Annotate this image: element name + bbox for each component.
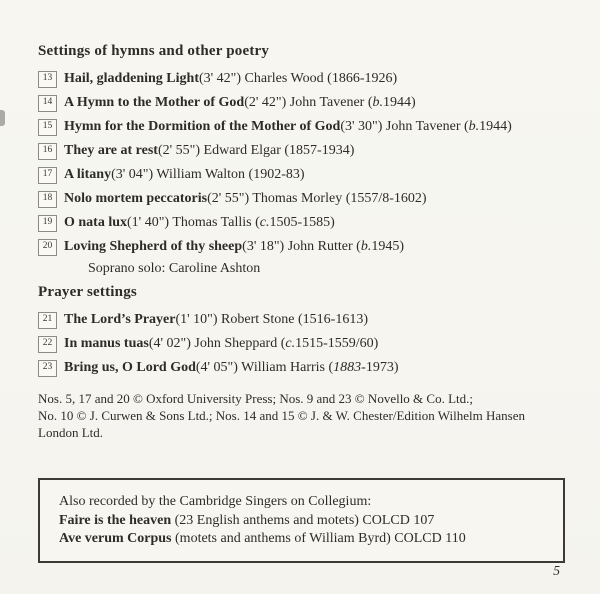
- related-recordings-box: [38, 478, 565, 563]
- page-number: 5: [553, 563, 560, 578]
- track-number-badge: 16: [38, 143, 57, 160]
- track-detail: 1945): [371, 239, 404, 254]
- track-detail: (4' 05") William Harris (: [195, 360, 334, 375]
- track-detail: 1944): [479, 119, 512, 134]
- track-title: Bring us, O Lord God: [64, 360, 196, 375]
- track-number-badge: 14: [38, 95, 57, 112]
- track-detail: 1505-1585): [269, 215, 335, 230]
- track-title: Loving Shepherd of thy sheep: [64, 239, 243, 254]
- track-detail: (1' 10") Robert Stone (1516-1613): [175, 312, 369, 327]
- track-title: Nolo mortem peccatoris: [64, 191, 208, 206]
- track-number-badge: 13: [38, 71, 57, 88]
- track-row: [38, 332, 570, 356]
- track-row: [38, 308, 570, 332]
- track-title: The Lord’s Prayer: [64, 312, 176, 327]
- track-detail-italic: c.: [285, 336, 296, 351]
- track-title: Hymn for the Dormition of the Mother of God: [64, 119, 341, 134]
- track-row: [38, 163, 570, 187]
- track-detail: 1515-1559/60): [295, 336, 379, 351]
- track-row: [38, 211, 570, 235]
- track-detail: -1973): [361, 360, 399, 375]
- promo-album-detail: (23 English anthems and motets) COLCD 107: [171, 512, 435, 528]
- track-number-badge: 18: [38, 191, 57, 208]
- track-detail: (3' 30") John Tavener (: [340, 119, 469, 134]
- credits-line: London Ltd.: [38, 425, 103, 440]
- track-title: Hail, gladdening Light: [64, 71, 199, 86]
- promo-album-title: Ave verum Corpus: [59, 531, 172, 546]
- track-title: O nata lux: [64, 215, 128, 230]
- track-number-badge: 23: [38, 360, 57, 377]
- track-title: A Hymn to the Mother of God: [64, 95, 245, 110]
- track-title: A litany: [64, 167, 112, 182]
- track-row: [38, 91, 570, 115]
- track-number-badge: 15: [38, 119, 57, 136]
- track-row: [38, 235, 570, 259]
- section-heading-hymns: Settings of hymns and other poetry: [38, 43, 270, 59]
- track-title: In manus tuas: [64, 336, 149, 351]
- track-list-hymns: [38, 67, 570, 278]
- credits-line: Nos. 5, 17 and 20 © Oxford University Press; Nos. 9 and 23 © Novello & Co. Ltd.;: [38, 391, 474, 406]
- promo-item: [59, 530, 553, 549]
- track-list-prayer: [38, 308, 570, 380]
- track-detail-italic: 1883: [333, 360, 362, 375]
- track-detail-italic: b.: [372, 95, 383, 110]
- promo-album-detail: (motets and anthems of William Byrd) COLCD 110: [171, 531, 466, 546]
- section-heading-prayer: Prayer settings: [38, 284, 137, 300]
- track-number-badge: 20: [38, 239, 57, 256]
- track-number-badge: 17: [38, 167, 57, 184]
- promo-album-title: Faire is the heaven: [59, 512, 172, 528]
- track-soloist-note: Soprano solo: Caroline Ashton: [88, 261, 261, 276]
- credits-line: No. 10 © J. Curwen & Sons Ltd.; Nos. 14 and 15 © J. & W. Chester/Edition Wilhelm Hansen: [38, 408, 525, 423]
- track-row: [38, 139, 570, 163]
- track-detail: (3' 18") John Rutter (: [242, 239, 361, 254]
- promo-item: [59, 512, 553, 531]
- track-row: [38, 187, 570, 211]
- track-title: They are at rest: [64, 143, 158, 158]
- track-detail: 1944): [382, 95, 416, 110]
- track-detail-italic: c.: [259, 215, 270, 230]
- track-detail: (3' 04") William Walton (1902-83): [111, 167, 305, 182]
- track-detail: (1' 40") Thomas Tallis (: [127, 215, 260, 230]
- scan-artifact-smudge: [0, 110, 5, 126]
- track-detail-italic: b.: [468, 119, 480, 134]
- track-row: [38, 356, 570, 380]
- track-number-badge: 22: [38, 336, 57, 353]
- track-row: [38, 67, 570, 91]
- track-detail: (2' 42") John Tavener (: [244, 95, 373, 110]
- track-detail: (3' 42") Charles Wood (1866-1926): [198, 71, 398, 86]
- track-detail: (2' 55") Thomas Morley (1557/8-1602): [207, 191, 427, 206]
- track-number-badge: 21: [38, 312, 57, 329]
- promo-intro: Also recorded by the Cambridge Singers on Collegium:: [59, 494, 372, 509]
- track-row: [38, 115, 570, 139]
- track-detail-italic: b.: [360, 239, 372, 254]
- track-detail: (4' 02") John Sheppard (: [148, 336, 286, 351]
- track-number-badge: 19: [38, 215, 57, 232]
- publisher-credits: [38, 390, 570, 441]
- track-detail: (2' 55") Edward Elgar (1857-1934): [157, 143, 355, 158]
